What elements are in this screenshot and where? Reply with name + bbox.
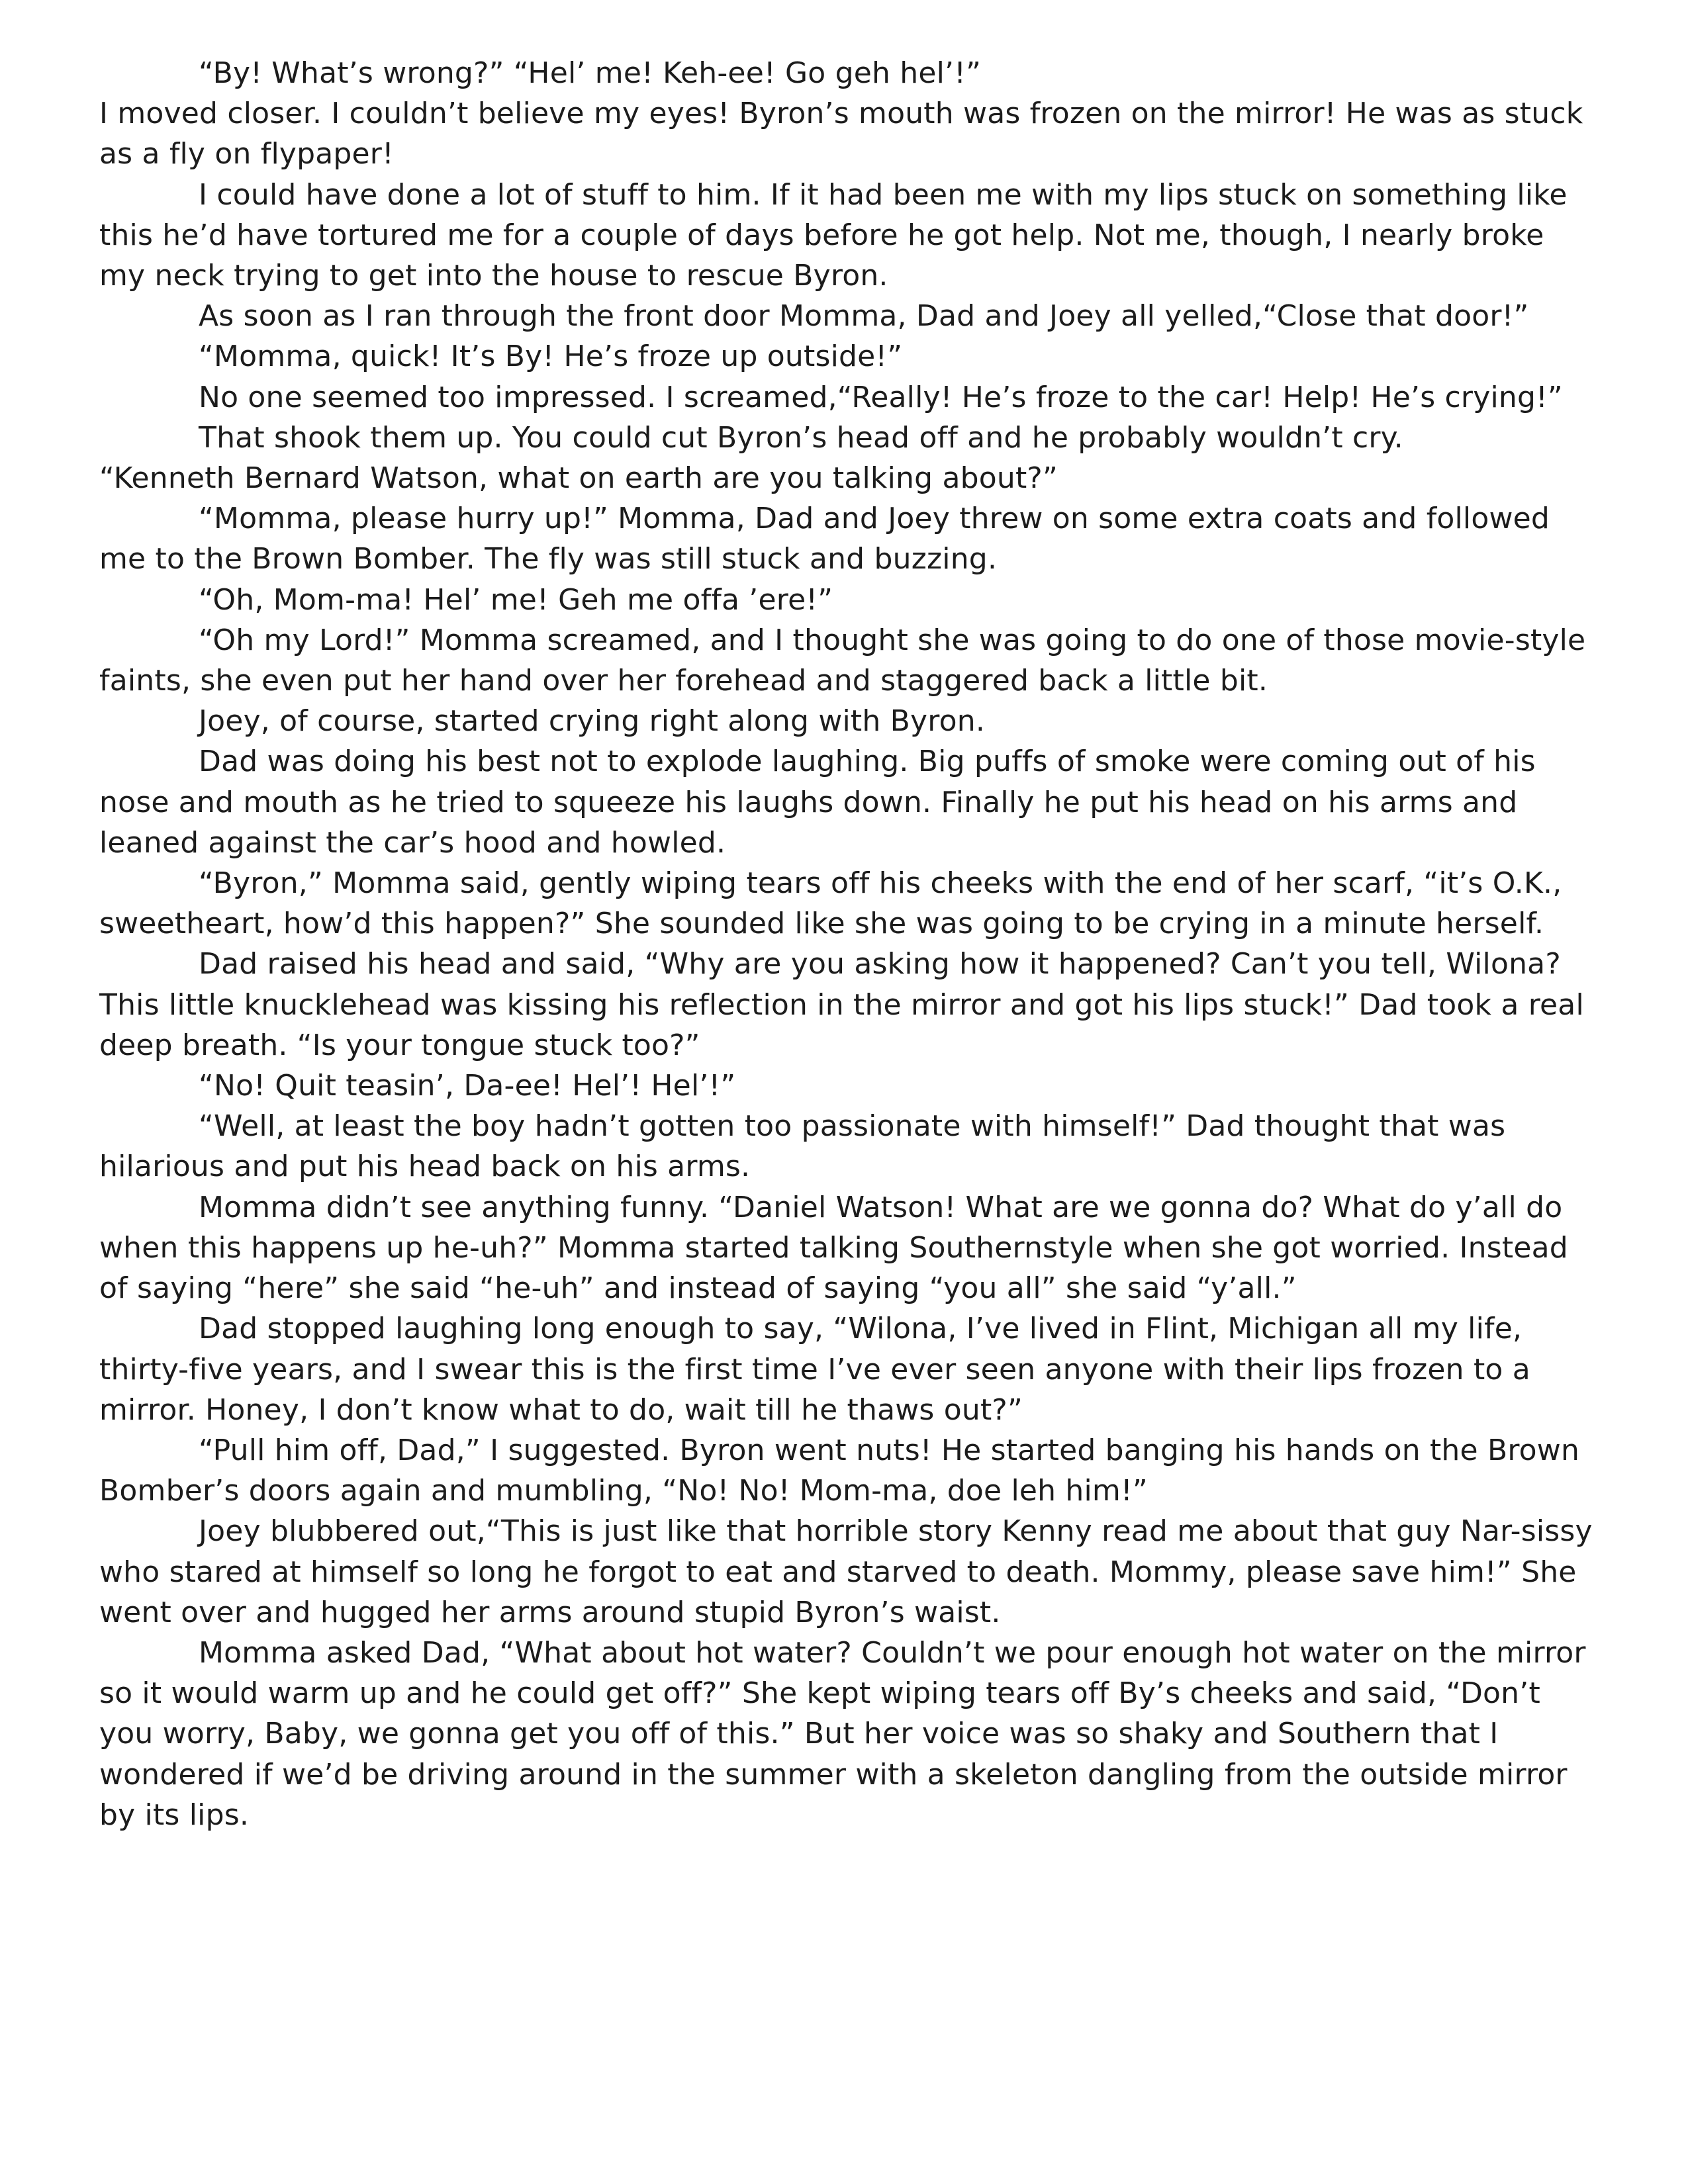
paragraph: Dad stopped laughing long enough to say, “Wilona, I’ve lived in Flint, Michigan all my life, thirty-five years, and I swear this is the first time I’ve ever seen anyone with their lips frozen to a mirror. Honey, I don’t know what to do, wait till he thaws out?” — [99, 1312, 1530, 1427]
paragraph: I could have done a lot of stuff to him. If it had been me with my lips stuck on something like this he’d have tortured me for a couple of days before he got help. Not me, though, I nearly broke my neck trying to get into the house to rescue Byron. — [99, 177, 1568, 293]
paragraph: “Oh, Mom-ma! Hel’ me! Geh me offa ’ere!” — [199, 582, 833, 617]
paragraph: “By! What’s wrong?” “Hel’ me! Keh-ee! Go geh hel’!” — [199, 56, 982, 90]
paragraph: “Well, at least the boy hadn’t gotten too passionate with himself!” Dad thought that was hilarious and put his head back on his arms. — [99, 1109, 1506, 1184]
paragraph: “Kenneth Bernard Watson, what on earth are you talking about?” — [99, 461, 1058, 496]
paragraph: “Oh my Lord!” Momma screamed, and I thought she was going to do one of those movie-style faints, she even put her hand over her forehead and staggered back a little bit. — [99, 623, 1586, 698]
paragraph: “Pull him off, Dad,” I suggested. Byron went nuts! He started banging his hands on the Brown Bomber’s doors again and mumbling, “No! No! Mom-ma, doe leh him!” — [99, 1433, 1580, 1508]
document-page — [99, 53, 1595, 1835]
paragraph: Dad was doing his best not to explode laughing. Big puffs of smoke were coming out of his nose and mouth as he tried to squeeze his laughs down. Finally he put his head on his arms and leaned against the car’s hood and howled. — [99, 745, 1536, 860]
paragraph: As soon as I ran through the front door Momma, Dad and Joey all yelled,“Close that door!” — [199, 299, 1529, 334]
paragraph: I moved closer. I couldn’t believe my eyes! Byron’s mouth was frozen on the mirror! He was as stuck as a fly on flypaper! — [99, 97, 1583, 171]
paragraph: “Momma, please hurry up!” Momma, Dad and Joey threw on some extra coats and followed me to the Brown Bomber. The fly was still stuck and buzzing. — [99, 502, 1550, 576]
paragraph: Joey, of course, started crying right along with Byron. — [199, 704, 985, 739]
paragraph: Dad raised his head and said, “Why are you asking how it happened? Can’t you tell, Wilona? This little knucklehead was kissing his reflection in the mirror and got his lips stuck!” Dad took a real deep breath. “Is your tongue stuck too?” — [99, 947, 1584, 1062]
paragraph: No one seemed too impressed. I screamed,“Really! He’s froze to the car! Help! He’s crying!” — [199, 380, 1563, 414]
paragraph: Momma didn’t see anything funny. “Daniel Watson! What are we gonna do? What do y’all do when this happens up he-uh?” Momma started talking Southernstyle when she got worried. Instead of saying “here” she said “he-uh” and instead of saying “you all” she said “y’all.” — [99, 1190, 1568, 1306]
paragraph: “Momma, quick! It’s By! He’s froze up outside!” — [199, 340, 903, 374]
paragraph: Momma asked Dad, “What about hot water? Couldn’t we pour enough hot water on the mirror so it would warm up and he could get off?” She kept wiping tears off By’s cheeks and said, “Don’t you worry, Baby, we gonna get you off of this.” But her voice was so shaky and Southern that I wondered if we’d be driving around in the summer with a skeleton dangling from the outside mirror by its lips. — [99, 1635, 1586, 1832]
paragraph: Joey blubbered out,“This is just like that horrible story Kenny read me about that guy Nar-sissy who stared at himself so long he forgot to eat and starved to death. Mommy, please save him!” She went over and hugged her arms around stupid Byron’s waist. — [99, 1514, 1593, 1629]
paragraph: “No! Quit teasin’, Da-ee! Hel’! Hel’!” — [199, 1069, 736, 1103]
paragraph: “Byron,” Momma said, gently wiping tears off his cheeks with the end of her scarf, “it’s O.K., sweetheart, how’d this happen?” She sounded like she was going to be crying in a minute herself. — [99, 866, 1562, 941]
paragraph: That shook them up. You could cut Byron’s head off and he probably wouldn’t cry. — [199, 420, 1403, 455]
